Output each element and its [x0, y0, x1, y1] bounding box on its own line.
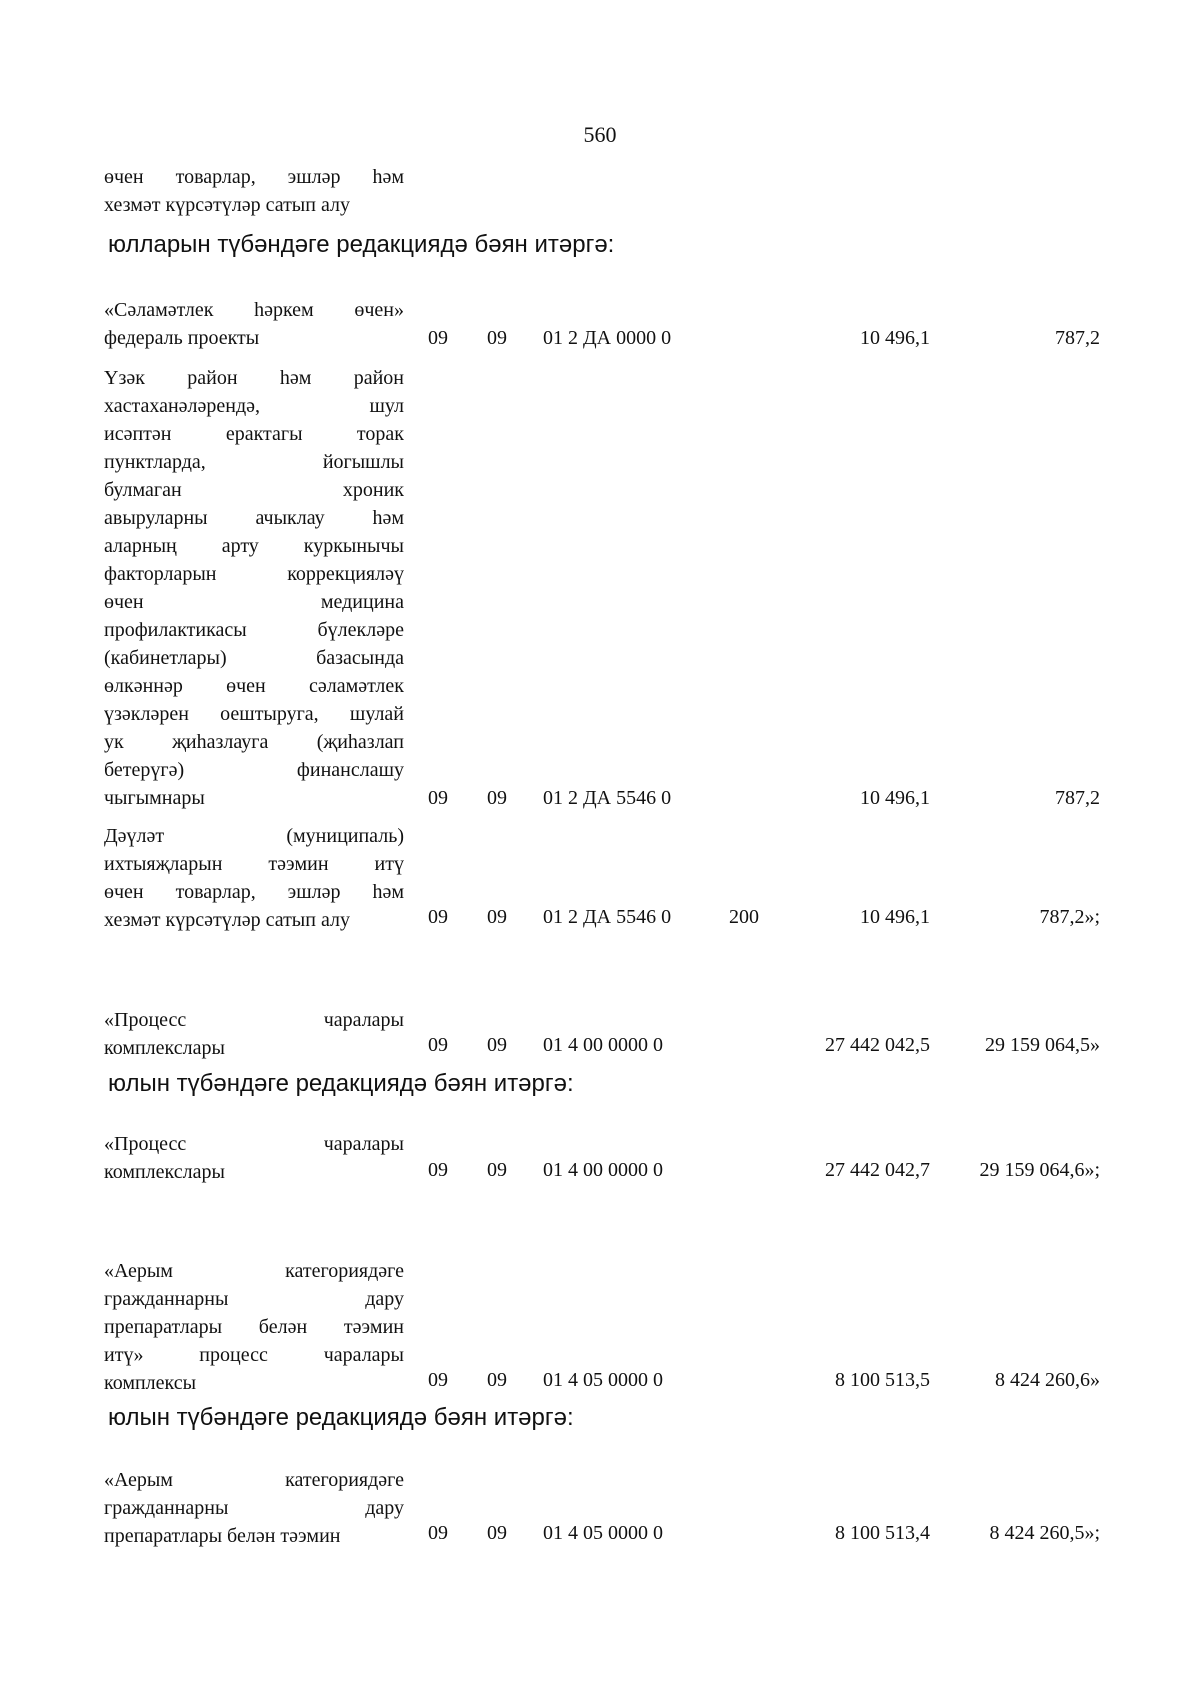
label-line: федераль проекты: [104, 327, 260, 349]
label-line: Үзәк район һәм район: [104, 367, 404, 389]
cell-subsection: 09: [487, 787, 507, 809]
label-line: өлкәннәр өчен сәламәтлек: [104, 675, 404, 697]
cell-target-article: 01 4 00 0000 0: [543, 1034, 663, 1056]
cell-section: 09: [428, 906, 448, 928]
cell-subsection: 09: [487, 1034, 507, 1056]
row-label: [104, 1466, 404, 1550]
label-line: Дәүләт (муниципаль): [104, 825, 404, 847]
instruction-sentence: юлларын түбәндәге редакциядә бәян итәргә:: [108, 231, 615, 258]
row-label: [104, 1257, 404, 1397]
cell-amount-2: 787,2: [1055, 787, 1100, 809]
cell-target-article: 01 2 ДА 0000 0: [543, 327, 672, 349]
instruction-sentence: юлын түбәндәге редакциядә бәян итәргә:: [108, 1070, 574, 1097]
cell-section: 09: [428, 1034, 448, 1056]
label-line: пунктларда, йогышлы: [104, 451, 404, 473]
label-line: ихтыяҗларын тәэмин итү: [104, 853, 404, 875]
cell-expense-type: 200: [729, 906, 759, 928]
label-line: үзәкләрен оештыруга, шулай: [104, 703, 404, 725]
label-line: комплексы: [104, 1372, 197, 1394]
label-line: бетерүгә) финанслашу: [104, 759, 404, 781]
instruction-sentence: юлын түбәндәге редакциядә бәян итәргә:: [108, 1404, 574, 1431]
cell-section: 09: [428, 1522, 448, 1544]
label-line: препаратлары белән тәэмин: [104, 1525, 341, 1547]
cell-amount-1: 10 496,1: [860, 327, 930, 349]
label-line: хастаханәләрендә, шул: [104, 395, 404, 417]
cell-subsection: 09: [487, 1159, 507, 1181]
label-line: хезмәт күрсәтүләр сатып алу: [104, 194, 350, 216]
cell-section: 09: [428, 327, 448, 349]
cell-section: 09: [428, 1159, 448, 1181]
label-line: «Аерым категориядәге: [104, 1469, 404, 1491]
cell-subsection: 09: [487, 1522, 507, 1544]
label-line: факторларын коррекцияләү: [104, 563, 404, 585]
cell-subsection: 09: [487, 327, 507, 349]
cell-amount-1: 10 496,1: [860, 906, 930, 928]
label-line: комплекслары: [104, 1161, 225, 1183]
label-line: препаратлары белән тәэмин: [104, 1316, 404, 1338]
label-line: чыгымнары: [104, 787, 205, 809]
label-line: «Процесс чаралары: [104, 1133, 404, 1155]
cell-amount-1: 8 100 513,4: [835, 1522, 930, 1544]
row-label: [104, 1130, 404, 1186]
label-line: комплекслары: [104, 1037, 225, 1059]
cell-target-article: 01 2 ДА 5546 0: [543, 906, 672, 928]
label-line: өчен товарлар, эшләр һәм: [104, 166, 404, 188]
row-label: [104, 822, 404, 934]
cell-section: 09: [428, 787, 448, 809]
label-line: (кабинетлары) базасында: [104, 647, 404, 669]
label-line: «Сәламәтлек һәркем өчен»: [104, 299, 404, 321]
cell-amount-1: 27 442 042,5: [825, 1034, 930, 1056]
cell-target-article: 01 4 05 0000 0: [543, 1369, 663, 1391]
cell-subsection: 09: [487, 906, 507, 928]
cell-target-article: 01 4 05 0000 0: [543, 1522, 663, 1544]
cell-amount-2: 29 159 064,6»;: [979, 1159, 1100, 1181]
row-label: [104, 296, 404, 352]
cell-amount-2: 787,2»;: [1039, 906, 1100, 928]
cell-amount-2: 8 424 260,6»: [995, 1369, 1100, 1391]
cell-amount-1: 8 100 513,5: [835, 1369, 930, 1391]
label-line: ук җиһазлауга (җиһазлап: [104, 731, 404, 753]
row-label: [104, 163, 404, 219]
label-line: гражданнарны дару: [104, 1288, 404, 1310]
label-line: «Аерым категориядәге: [104, 1260, 404, 1282]
cell-amount-2: 8 424 260,5»;: [989, 1522, 1100, 1544]
page-number: 560: [583, 122, 617, 147]
label-line: өчен товарлар, эшләр һәм: [104, 881, 404, 903]
label-line: булмаган хроник: [104, 479, 404, 501]
label-line: итү» процесс чаралары: [104, 1344, 404, 1366]
cell-amount-2: 787,2: [1055, 327, 1100, 349]
cell-target-article: 01 4 00 0000 0: [543, 1159, 663, 1181]
cell-amount-2: 29 159 064,5»: [985, 1034, 1100, 1056]
label-line: гражданнарны дару: [104, 1497, 404, 1519]
label-line: өчен медицина: [104, 591, 404, 613]
label-line: профилактикасы бүлекләре: [104, 619, 404, 641]
cell-amount-1: 27 442 042,7: [825, 1159, 930, 1181]
cell-subsection: 09: [487, 1369, 507, 1391]
label-line: «Процесс чаралары: [104, 1009, 404, 1031]
label-line: хезмәт күрсәтүләр сатып алу: [104, 909, 350, 931]
cell-section: 09: [428, 1369, 448, 1391]
label-line: исәптән ерактагы торак: [104, 423, 404, 445]
cell-target-article: 01 2 ДА 5546 0: [543, 787, 672, 809]
label-line: аларның арту куркынычы: [104, 535, 404, 557]
row-label: [104, 1006, 404, 1062]
row-label: [104, 364, 404, 812]
cell-amount-1: 10 496,1: [860, 787, 930, 809]
label-line: авыруларны ачыклау һәм: [104, 507, 404, 529]
